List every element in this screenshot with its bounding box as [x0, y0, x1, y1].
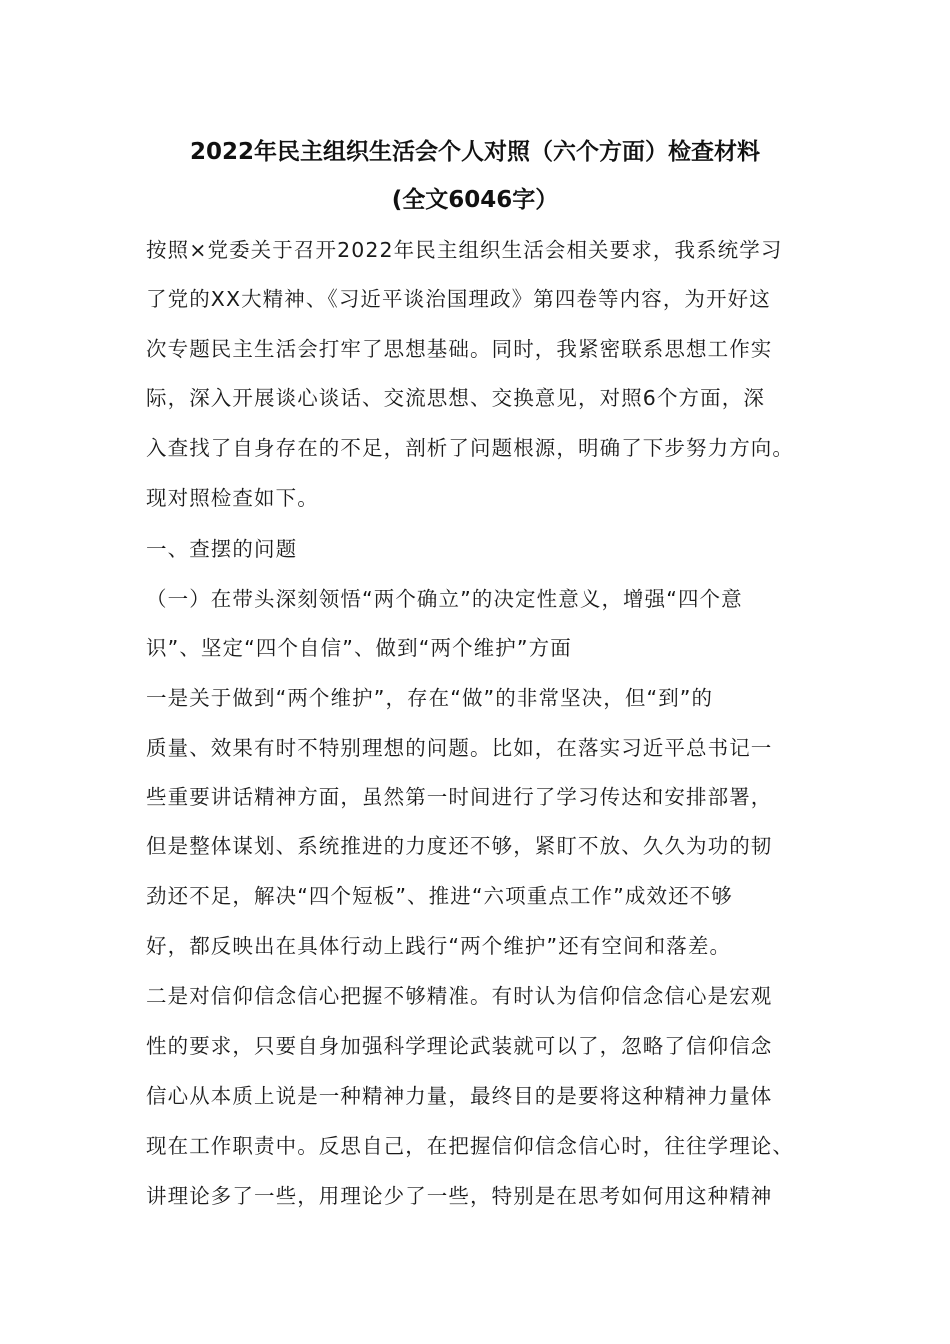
body-line: 些重要讲话精神方面，虽然第一时间进行了学习传达和安排部署， — [146, 785, 773, 809]
body-line: 质量、效果有时不特别理想的问题。比如，在落实习近平总书记一 — [146, 736, 773, 760]
body-line: 际，深入开展谈心谈话、交流思想、交换意见，对照6个方面，深 — [146, 386, 765, 410]
document-title: 2022年民主组织生活会个人对照（六个方面）检查材料 — [189, 139, 760, 165]
body-line: 入查找了自身存在的不足，剖析了问题根源，明确了下步努力方向。 — [146, 436, 794, 460]
body-line: 二是对信仰信念信心把握不够精准。有时认为信仰信念信心是宏观 — [146, 984, 773, 1008]
body-line: 现在工作职责中。反思自己，在把握信仰信念信心时，往往学理论、 — [146, 1134, 794, 1158]
body-line: 次专题民主生活会打牢了思想基础。同时，我紧密联系思想工作实 — [146, 337, 773, 361]
body-line: 一是关于做到“两个维护”，存在“做”的非常坚决，但“到”的 — [146, 686, 714, 710]
body-line: 好，都反映出在具体行动上践行“两个维护”还有空间和落差。 — [146, 934, 732, 958]
body-line: 信心从本质上说是一种精神力量，最终目的是要将这种精神力量体 — [146, 1084, 773, 1108]
body-line: 性的要求，只要自身加强科学理论武装就可以了，忽略了信仰信念 — [146, 1034, 773, 1058]
subsection-heading: 识”、坚定“四个自信”、做到“两个维护”方面 — [146, 636, 572, 660]
body-line: 按照×党委关于召开2022年民主组织生活会相关要求，我系统学习 — [146, 238, 783, 262]
body-line: 但是整体谋划、系统推进的力度还不够，紧盯不放、久久为功的韧 — [146, 834, 773, 858]
body-line: 讲理论多了一些，用理论少了一些，特别是在思考如何用这种精神 — [146, 1184, 773, 1208]
body-line: 了党的XX大精神、《习近平谈治国理政》第四卷等内容，为开好这 — [146, 287, 771, 311]
body-line: 现对照检查如下。 — [146, 486, 319, 510]
document-subtitle: (全文6046字） — [391, 187, 559, 213]
section-heading: 一、查摆的问题 — [146, 537, 298, 561]
subsection-heading: （一）在带头深刻领悟“两个确立”的决定性意义，增强“四个意 — [146, 587, 743, 611]
body-line: 劲还不足，解决“四个短板”、推进“六项重点工作”成效还不够 — [146, 884, 733, 908]
